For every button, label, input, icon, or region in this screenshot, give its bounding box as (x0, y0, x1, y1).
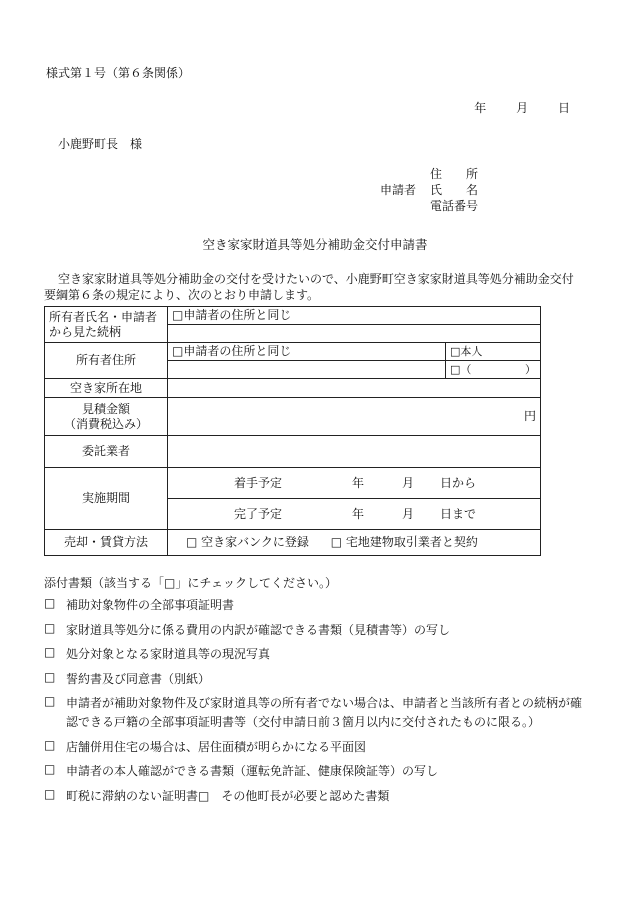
intro-text: 空き家家財道具等処分補助金の交付を受けたいので、小鹿野町空き家家財道具等処分補助金交付要綱第６条の規定により、次のとおり申請します。 (44, 272, 574, 302)
applicant-role: 申請者 (380, 183, 417, 197)
applicant-address-label: 住 所 (430, 167, 479, 181)
estimate-label: 見積金額 （消費税込み） (45, 398, 168, 436)
self-check[interactable]: □本人 (446, 343, 541, 361)
attachments-list (44, 596, 589, 811)
sale-method-label: 売却・賃貸方法 (45, 530, 168, 556)
applicant-block (380, 167, 540, 215)
document-title: 空き家家財道具等処分補助金交付申請書 (202, 237, 428, 252)
applicant-phone-label: 電話番号 (430, 199, 479, 213)
attachment-item[interactable]: □ 町税に滞納のない証明書□ その他町長が必要と認めた書類 (44, 786, 390, 803)
owner-name-check[interactable]: □申請者の住所と同じ (168, 307, 541, 325)
end-row[interactable]: 完了予定 年 月 日まで (168, 499, 541, 530)
contractor-label: 委託業者 (45, 436, 168, 468)
date-day: 日 (557, 101, 570, 115)
contractor-field[interactable] (168, 436, 541, 468)
form-number: 様式第１号（第６条関係） (46, 66, 191, 80)
attachment-item[interactable]: □ 処分対象となる家財道具等の現況写真 (44, 645, 271, 662)
attachment-item[interactable]: □ 誓約書及び同意書（別紙） (44, 669, 211, 686)
vacant-location-label: 空き家所在地 (45, 379, 168, 398)
other-check[interactable]: □（ ） (446, 361, 541, 379)
date-line (456, 101, 570, 116)
start-row[interactable]: 着手予定 年 月 日から (168, 468, 541, 499)
applicant-name-label: 氏 名 (430, 183, 479, 197)
owner-address-check[interactable]: □申請者の住所と同じ (168, 343, 446, 361)
attachment-item[interactable]: □ 家財道具等処分に係る費用の内訳が確認できる書類（見積書等）の写し (44, 620, 451, 637)
attachment-item[interactable]: □ 店舗併用住宅の場合は、居住面積が明らかになる平面図 (44, 737, 367, 754)
realtor-option[interactable]: □ 宅地建物取引業者と契約 (330, 535, 478, 549)
vacant-location-field[interactable] (168, 379, 541, 398)
owner-name-field[interactable] (168, 325, 541, 343)
bank-option[interactable]: □ 空き家バンクに登録 (186, 535, 309, 549)
attachment-item[interactable]: □ 補助対象物件の全部事項証明書 (44, 596, 235, 612)
owner-name-label: 所有者氏名・申請者から見た続柄 (45, 307, 168, 343)
attachment-item[interactable]: □ 申請者が補助対象物件及び家財道具等の所有者でない場合は、申請者と当該所有者との続柄が確認できる戸籍の全部事項証明書等（交付申請日前３箇月以内に交付されたものに限る。） (44, 694, 583, 729)
estimate-field[interactable]: 円 (168, 398, 541, 436)
attachment-item[interactable]: □ 申請者の本人確認ができる書類（運転免許証、健康保険証等）の写し (44, 762, 439, 779)
application-table (44, 306, 541, 556)
owner-address-label: 所有者住所 (45, 343, 168, 379)
date-year: 年 (474, 101, 487, 115)
sale-method-options[interactable] (168, 530, 541, 556)
owner-address-field[interactable] (168, 361, 446, 379)
period-label: 実施期間 (45, 468, 168, 530)
addressee: 小鹿野町長 様 (58, 137, 143, 151)
date-month: 月 (516, 101, 529, 115)
attachments-heading: 添付書類（該当する「□」にチェックしてください。） (44, 576, 337, 590)
